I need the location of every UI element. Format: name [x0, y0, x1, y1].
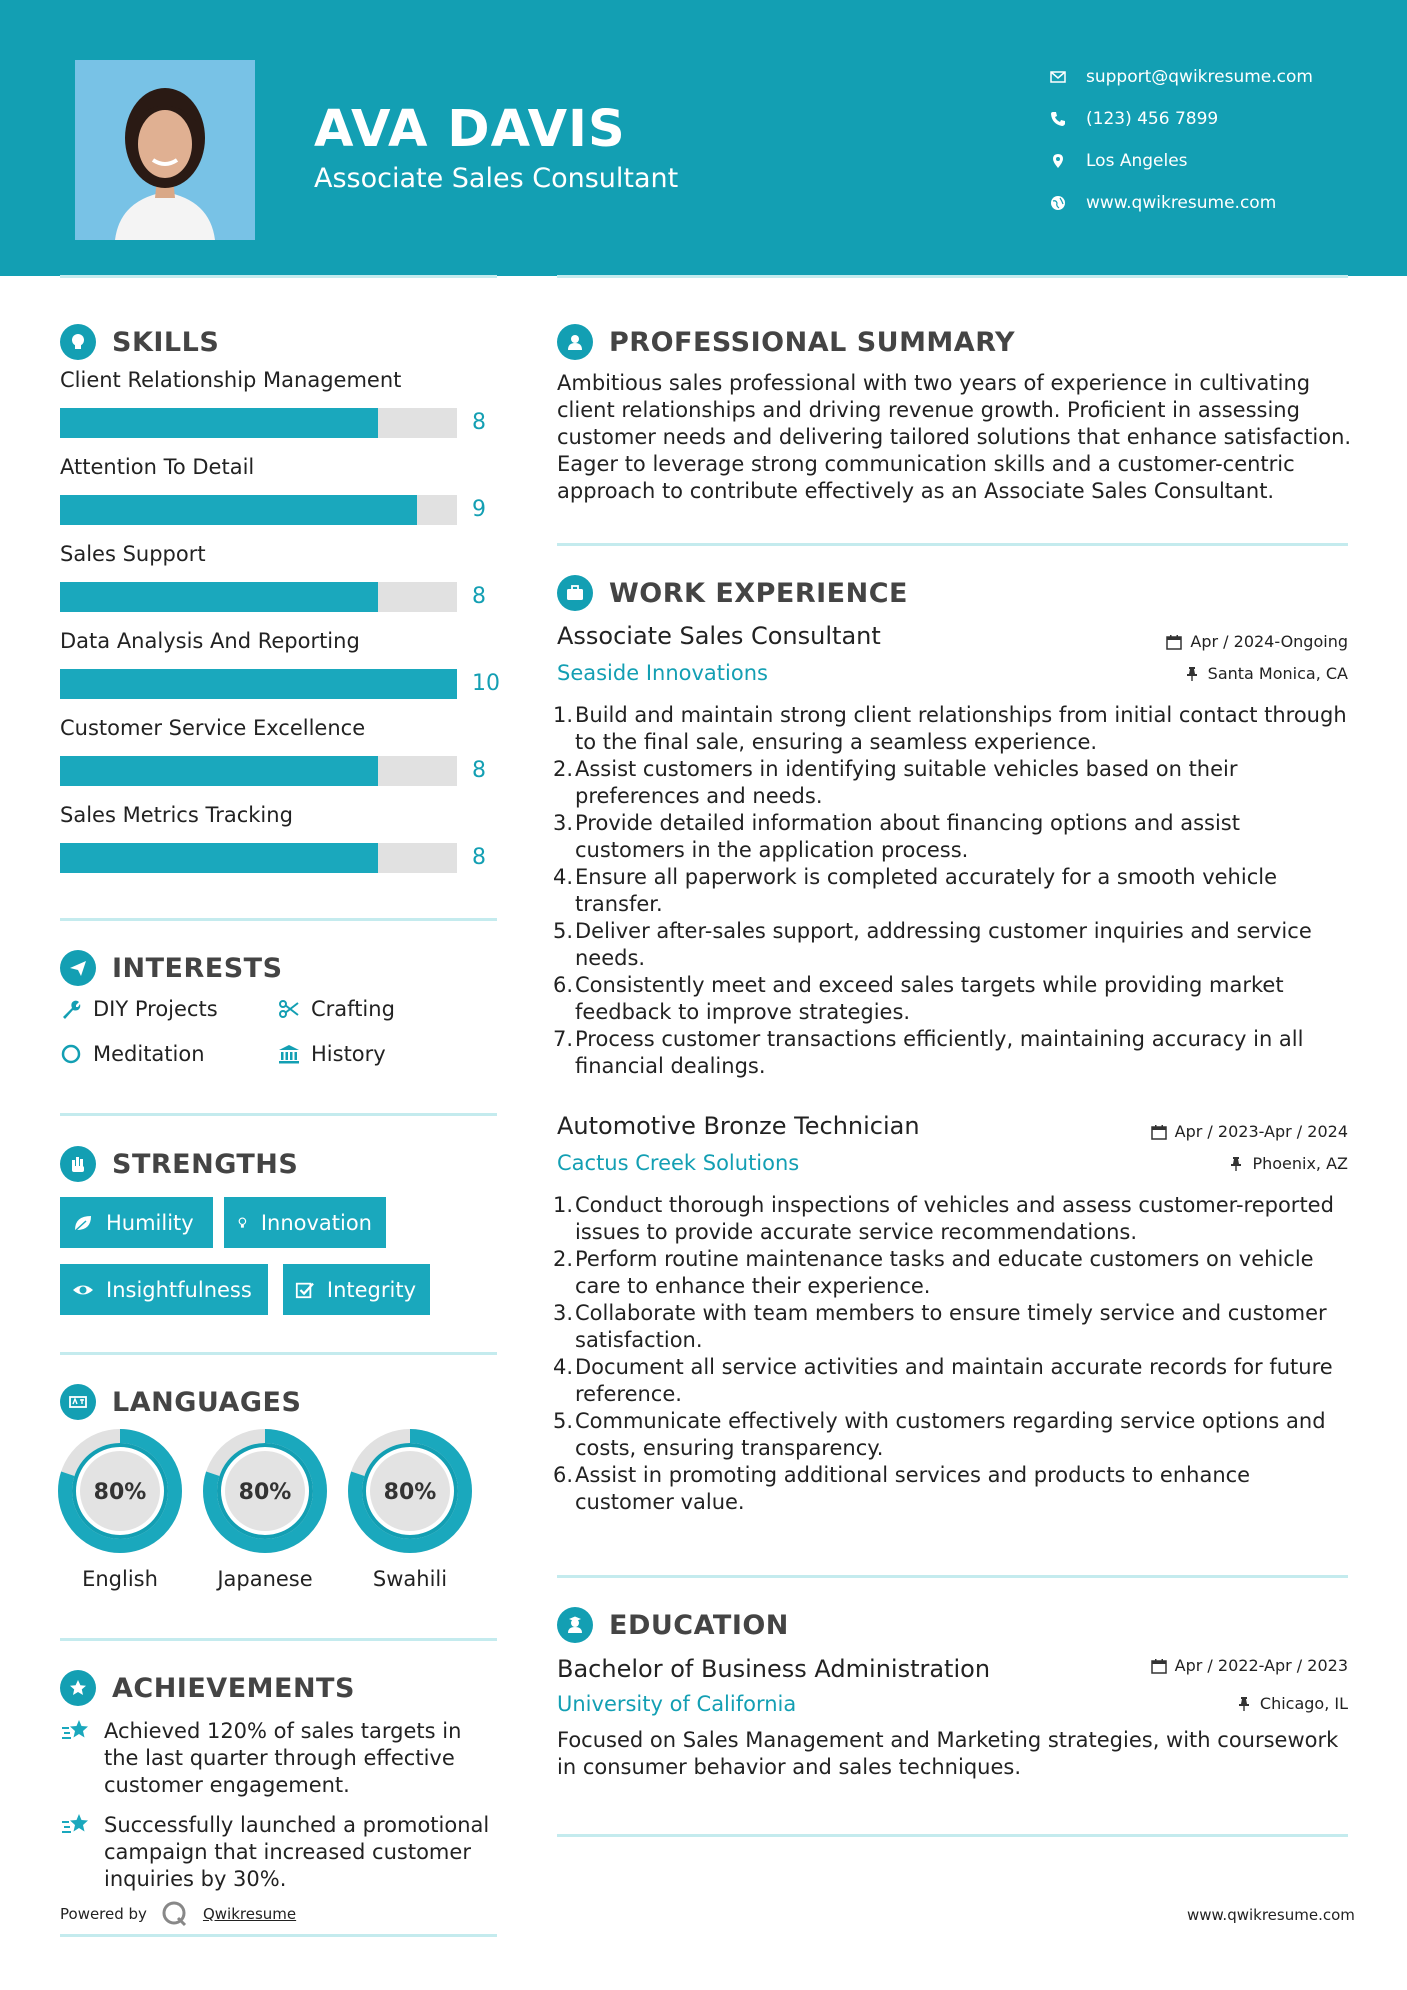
- job-location: [1184, 664, 1348, 683]
- language-donut: [348, 1429, 472, 1553]
- experience-heading: [557, 575, 908, 611]
- education-heading: [557, 1607, 789, 1643]
- header-banner: [0, 0, 1407, 276]
- skill-score: 8: [472, 845, 486, 870]
- languages-title: LANGUAGES: [112, 1386, 302, 1418]
- bullet-text: Communicate effectively with customers regarding service options and costs, ensuring transparency.: [575, 1409, 1326, 1460]
- achievement-text: Achieved 120% of sales targets in the last quarter through effective customer engagement.: [104, 1719, 462, 1797]
- skill-score: 9: [472, 497, 486, 522]
- contact-website[interactable]: [1050, 182, 1313, 224]
- job-dates-text: Apr / 2024-Ongoing: [1190, 632, 1348, 651]
- check-square-icon: [295, 1279, 315, 1301]
- skill-label: Sales Support: [60, 542, 206, 566]
- skill-bar: [60, 495, 457, 525]
- job-location: [1228, 1154, 1348, 1173]
- list-item: 6. Consistently meet and exceed sales targets while providing market feedback to improve strategies.: [553, 973, 1284, 1024]
- section-divider: [557, 1834, 1348, 1837]
- skill-bar-fill: [60, 756, 378, 786]
- language-item: [203, 1429, 327, 1591]
- achievement-text: Successfully launched a promotional campaign that increased customer inquiries by 30%.: [104, 1813, 490, 1891]
- education-title: EDUCATION: [609, 1609, 789, 1641]
- graduate-icon: [557, 1607, 593, 1643]
- interest-label: Meditation: [93, 1042, 205, 1066]
- profile-photo-illustration: [75, 60, 255, 240]
- star-badge-icon: [60, 1670, 96, 1706]
- achievements-heading: [60, 1670, 355, 1706]
- scissors-icon: [278, 998, 300, 1020]
- language-name: English: [82, 1567, 158, 1591]
- profile-photo: [75, 60, 255, 240]
- strength-tag: [60, 1264, 268, 1315]
- skills-heading: [60, 324, 219, 360]
- job-title: Associate Sales Consultant: [557, 622, 881, 650]
- powered-by-label: Powered by: [60, 1905, 147, 1923]
- header-divider-right: [557, 275, 1348, 278]
- eye-icon: [72, 1279, 94, 1301]
- strength-label: Integrity: [326, 1277, 416, 1302]
- skill-bar-fill: [60, 669, 457, 699]
- interest-item: [278, 1042, 386, 1066]
- skill-item: [60, 455, 500, 542]
- skill-bar: [60, 582, 457, 612]
- wrench-icon: [60, 998, 82, 1020]
- skill-score: 8: [472, 584, 486, 609]
- skill-score: 10: [472, 671, 500, 696]
- leaf-icon: [72, 1212, 94, 1234]
- circle-icon: [60, 1043, 82, 1065]
- summary-text: Ambitious sales professional with two years of experience in cultivating client relationships and driving revenue growth. Proficient in assessing customer needs and delivering tailored solutions that enhance satisfaction. Eager to leverage strong communication skills and a customer-centric approach to contribute effectively as an Associate Sales Consultant.: [557, 371, 1352, 503]
- skill-label: Data Analysis And Reporting: [60, 629, 360, 653]
- skill-bar: [60, 408, 457, 438]
- pin-icon: [1184, 666, 1200, 682]
- skill-score: 8: [472, 758, 486, 783]
- languages-heading: [60, 1384, 301, 1420]
- bullet-text: Perform routine maintenance tasks and educate customers on vehicle care to enhance their experience.: [575, 1247, 1314, 1298]
- contact-location-text: Los Angeles: [1086, 151, 1188, 171]
- section-divider: [557, 1575, 1348, 1578]
- school-name: University of California: [557, 1692, 797, 1716]
- email-icon: [1050, 69, 1066, 85]
- achievement-item: [60, 1812, 500, 1893]
- strength-label: Humility: [106, 1210, 194, 1235]
- list-item: 5. Deliver after-sales support, addressing customer inquiries and service needs.: [553, 919, 1312, 970]
- bullet-text: Provide detailed information about financing options and assist customers in the application process.: [575, 811, 1240, 862]
- interest-item: [278, 997, 395, 1021]
- education-dates: [1151, 1656, 1348, 1675]
- skill-item: [60, 368, 500, 455]
- achievement-item: [60, 1718, 500, 1799]
- pin-icon: [1236, 1696, 1252, 1712]
- skill-bar: [60, 756, 457, 786]
- language-percent: 80%: [383, 1480, 437, 1505]
- section-divider: [60, 1113, 497, 1116]
- contact-email[interactable]: [1050, 56, 1313, 98]
- list-item: 1. Conduct thorough inspections of vehicles and assess customer-reported issues to provide accurate service recommendations.: [553, 1193, 1334, 1244]
- contact-phone-text: (123) 456 7899: [1086, 109, 1219, 129]
- skills-title: SKILLS: [112, 326, 220, 358]
- footer-url[interactable]: www.qwikresume.com: [1187, 1906, 1355, 1924]
- globe-icon: [1050, 195, 1066, 211]
- language-percent: 80%: [238, 1480, 292, 1505]
- interests-heading: [60, 950, 283, 986]
- qwikresume-link[interactable]: Qwikresume: [202, 1905, 297, 1923]
- skill-item: [60, 629, 500, 716]
- achievements-title: ACHIEVEMENTS: [112, 1672, 355, 1704]
- lightbulb-icon: [60, 324, 96, 360]
- job-location-text: Santa Monica, CA: [1207, 664, 1348, 683]
- bullet-text: Consistently meet and exceed sales targets while providing market feedback to improve strategies.: [575, 973, 1284, 1024]
- skill-label: Customer Service Excellence: [60, 716, 366, 740]
- language-icon: [60, 1384, 96, 1420]
- summary-heading: [557, 324, 1015, 360]
- skill-bar: [60, 843, 457, 873]
- section-divider: [60, 1934, 497, 1937]
- section-divider: [557, 543, 1348, 546]
- header-divider-left: [60, 275, 497, 278]
- hand-icon: [60, 1146, 96, 1182]
- bullet-text: Collaborate with team members to ensure timely service and customer satisfaction.: [575, 1301, 1327, 1352]
- education-location: [1236, 1694, 1348, 1713]
- bullet-text: Build and maintain strong client relationships from initial contact through to the final sale, ensuring a seamless experience.: [575, 703, 1347, 754]
- strengths-heading: [60, 1146, 298, 1182]
- skill-score: 8: [472, 410, 486, 435]
- strength-label: Insightfulness: [106, 1277, 252, 1302]
- skill-label: Client Relationship Management: [60, 368, 402, 392]
- skill-item: [60, 542, 500, 629]
- skill-label: Attention To Detail: [60, 455, 255, 479]
- interests-title: INTERESTS: [112, 952, 283, 984]
- calendar-icon: [1151, 1124, 1167, 1140]
- contact-list: [1050, 56, 1313, 224]
- list-item: 5. Communicate effectively with customers regarding service options and costs, ensuring transparency.: [553, 1409, 1326, 1460]
- job-dates: [1166, 632, 1348, 651]
- language-item: [58, 1429, 182, 1591]
- strength-tag: [60, 1197, 213, 1248]
- bullet-text: Deliver after-sales support, addressing customer inquiries and service needs.: [575, 919, 1312, 970]
- list-item: 2. Assist customers in identifying suitable vehicles based on their preferences and needs.: [553, 757, 1238, 808]
- phone-icon: [1050, 111, 1066, 127]
- skill-label: Sales Metrics Tracking: [60, 803, 293, 827]
- skill-bar-fill: [60, 843, 378, 873]
- list-item: 3. Collaborate with team members to ensure timely service and customer satisfaction.: [553, 1301, 1327, 1352]
- user-icon: [557, 324, 593, 360]
- contact-phone[interactable]: [1050, 98, 1313, 140]
- calendar-icon: [1166, 634, 1182, 650]
- bullet-text: Process customer transactions efficiently, maintaining accuracy in all financial dealings.: [575, 1027, 1304, 1078]
- candidate-name: AVA DAVIS: [314, 100, 626, 159]
- interest-item: [60, 1042, 205, 1066]
- strength-tag: [283, 1264, 430, 1315]
- section-divider: [60, 1352, 497, 1355]
- interest-item: [60, 997, 218, 1021]
- strength-label: Innovation: [260, 1210, 372, 1235]
- qwikresume-logo-icon: [161, 1900, 189, 1928]
- summary-title: PROFESSIONAL SUMMARY: [609, 326, 1016, 358]
- location-icon: [1050, 153, 1066, 169]
- bullet-text: Assist in promoting additional services and products to enhance customer value.: [575, 1463, 1251, 1514]
- museum-icon: [278, 1043, 300, 1065]
- education-description: Focused on Sales Management and Marketing strategies, with coursework in consumer behavior and sales techniques.: [557, 1728, 1339, 1779]
- calendar-icon: [1151, 1658, 1167, 1674]
- list-item: 7. Process customer transactions efficiently, maintaining accuracy in all financial dealings.: [553, 1027, 1304, 1078]
- bullet-text: Document all service activities and maintain accurate records for future reference.: [575, 1355, 1333, 1406]
- shooting-star-icon: [60, 1810, 92, 1842]
- contact-website-text: www.qwikresume.com: [1086, 193, 1277, 213]
- list-item: 1. Build and maintain strong client relationships from initial contact through to the final sale, ensuring a seamless experience.: [553, 703, 1347, 754]
- interest-label: History: [311, 1042, 386, 1066]
- contact-email-text: support@qwikresume.com: [1086, 67, 1313, 87]
- job-bullets: [553, 702, 1347, 1080]
- skill-bar-fill: [60, 495, 417, 525]
- language-item: [348, 1429, 472, 1591]
- contact-location: [1050, 140, 1313, 182]
- job-bullets: [553, 1192, 1347, 1516]
- pin-icon: [1228, 1156, 1244, 1172]
- list-item: 3. Provide detailed information about financing options and assist customers in the application process.: [553, 811, 1240, 862]
- bullet-text: Conduct thorough inspections of vehicles and assess customer-reported issues to provide accurate service recommendations.: [575, 1193, 1334, 1244]
- lightbulb-icon: [236, 1212, 249, 1234]
- company-name: Cactus Creek Solutions: [557, 1151, 800, 1175]
- language-name: Japanese: [217, 1567, 313, 1591]
- job-dates-text: Apr / 2023-Apr / 2024: [1174, 1122, 1348, 1141]
- education-location-text: Chicago, IL: [1259, 1694, 1348, 1713]
- section-divider: [60, 1638, 497, 1641]
- candidate-title: Associate Sales Consultant: [314, 163, 679, 194]
- strengths-title: STRENGTHS: [112, 1148, 299, 1180]
- list-item: 6. Assist in promoting additional services and products to enhance customer value.: [553, 1463, 1251, 1514]
- list-item: 2. Perform routine maintenance tasks and educate customers on vehicle care to enhance their experience.: [553, 1247, 1314, 1298]
- strength-tag: [224, 1197, 386, 1248]
- education-dates-text: Apr / 2022-Apr / 2023: [1174, 1656, 1348, 1675]
- list-item: 4. Document all service activities and maintain accurate records for future reference.: [553, 1355, 1333, 1406]
- skill-bar: [60, 669, 457, 699]
- bullet-text: Assist customers in identifying suitable vehicles based on their preferences and needs.: [575, 757, 1238, 808]
- job-dates: [1151, 1122, 1348, 1141]
- language-name: Swahili: [372, 1567, 448, 1591]
- language-donut: [58, 1429, 182, 1553]
- skills-list: [60, 368, 500, 890]
- section-divider: [60, 918, 497, 921]
- interest-label: DIY Projects: [93, 997, 218, 1021]
- language-percent: 80%: [93, 1480, 147, 1505]
- skill-item: [60, 716, 500, 803]
- skill-bar-fill: [60, 408, 378, 438]
- skill-bar-fill: [60, 582, 378, 612]
- company-name: Seaside Innovations: [557, 661, 768, 685]
- job-location-text: Phoenix, AZ: [1252, 1154, 1348, 1173]
- job-title: Automotive Bronze Technician: [557, 1112, 920, 1140]
- experience-title: WORK EXPERIENCE: [609, 577, 908, 609]
- degree-title: Bachelor of Business Administration: [557, 1655, 991, 1683]
- skill-item: [60, 803, 500, 890]
- list-item: 4. Ensure all paperwork is completed accurately for a smooth vehicle transfer.: [553, 865, 1277, 916]
- bullet-text: Ensure all paperwork is completed accurately for a smooth vehicle transfer.: [575, 865, 1277, 916]
- briefcase-icon: [557, 575, 593, 611]
- paper-plane-icon: [60, 950, 96, 986]
- interest-label: Crafting: [311, 997, 395, 1021]
- shooting-star-icon: [60, 1716, 92, 1748]
- powered-by: [60, 1900, 296, 1928]
- language-donut: [203, 1429, 327, 1553]
